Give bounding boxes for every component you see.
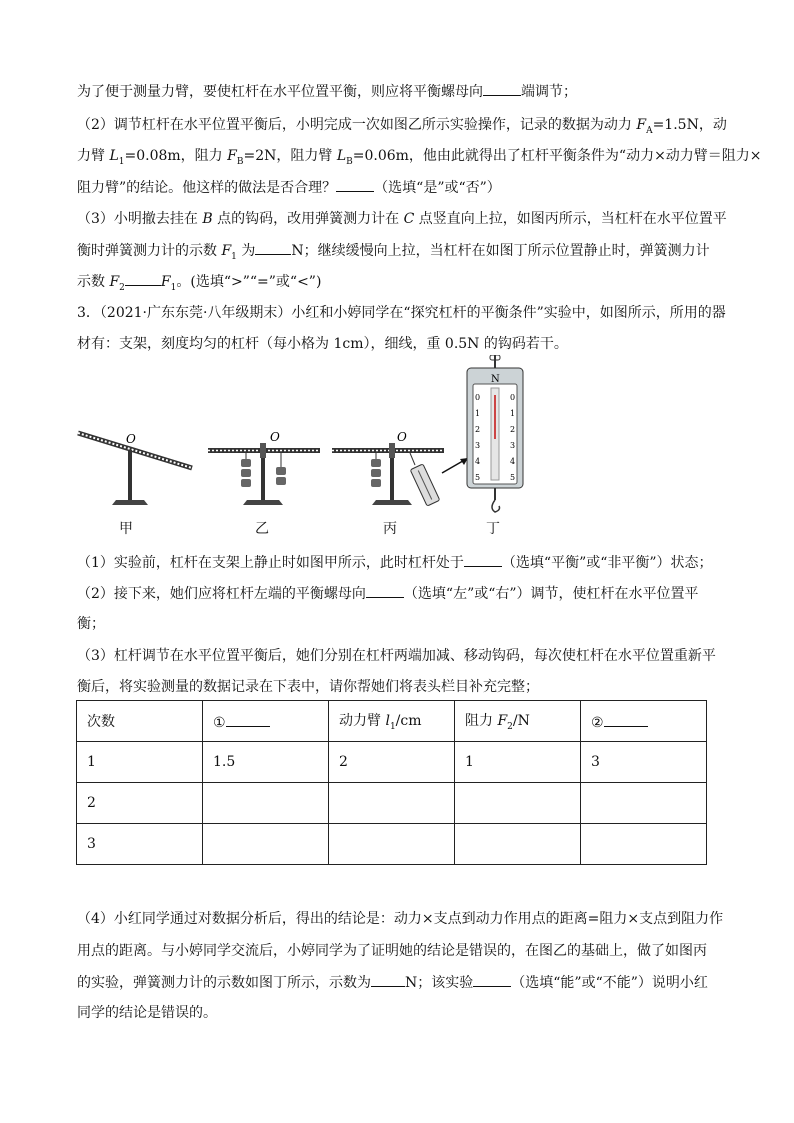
scale-tick: 0 — [510, 393, 516, 402]
table-cell: 3 — [77, 824, 203, 865]
text-line: （2）调节杠杆在水平位置平衡后，小明完成一次如图乙所示实验操作，记录的数据为动力 $F_A=1.5N$，动 — [77, 117, 727, 136]
text-line: 的实验，弹簧测力计的示数如图丁所示，示数为 N；该实验 （选填“能”或“不能”）说明小红 — [77, 972, 708, 993]
table-cell[interactable] — [455, 783, 581, 824]
scale-tick: 4 — [475, 457, 481, 466]
answer-blank[interactable] — [604, 712, 648, 727]
data-table — [76, 700, 707, 865]
table-cell: 2 — [77, 783, 203, 824]
header-cell: ② — [581, 701, 707, 742]
question-3-stem: 材有：支架，刻度均匀的杠杆（每小格为 1cm），细线，重 0.5N 的钩码若干。 — [77, 336, 568, 352]
figure-label-yi: 乙 — [255, 521, 269, 537]
table-cell: 1 — [455, 742, 581, 783]
scale-tick: 1 — [510, 409, 516, 418]
table-cell: 1.5 — [203, 742, 329, 783]
table-cell[interactable] — [329, 824, 455, 865]
text-line: 力臂 $L_1=0.08m$，阻力 $F_B=2N$，阻力臂 $L_B=0.06m$，他由此就得出了杠杆平衡条件为“动力×动力臂＝阻力× — [77, 148, 762, 167]
table-row — [77, 824, 707, 865]
header-cell: 次数 — [77, 701, 203, 742]
scale-tick: 3 — [510, 441, 516, 450]
table-cell[interactable] — [581, 824, 707, 865]
figure-jia — [78, 432, 192, 505]
sub-question-2: （2）接下来，她们应将杠杆左端的平衡螺母向 （选填“左”或“右”）调节，使杠杆在水平位置平 — [77, 583, 699, 604]
lever-figure — [70, 355, 530, 515]
text-line: 同学的结论是错误的。 — [77, 1005, 217, 1021]
scale-tick: 2 — [475, 425, 481, 434]
scale-tick: 5 — [510, 473, 516, 482]
table-cell[interactable] — [455, 824, 581, 865]
header-cell: 阻力 $F_2/N$ — [455, 701, 581, 742]
pivot-label: O — [126, 432, 136, 446]
text-line: 示数 $F_2$ $F_1$。(选填“>”“=”或“<”) — [77, 271, 321, 298]
figure-bing — [332, 430, 468, 506]
scale-tick: 3 — [475, 441, 481, 450]
sub-question-1: （1）实验前，杠杆在支架上静止时如图甲所示，此时杠杆处于 （选填“平衡”或“非平衡”）状态； — [77, 552, 713, 573]
pivot-label: O — [270, 430, 280, 444]
figure-label-ding: 丁 — [486, 521, 500, 537]
sub-question-3: （3）杠杆调节在水平位置平衡后，她们分别在杠杆两端加减、移动钩码，每次使杠杆在水平位置重新平 — [77, 648, 716, 664]
text-line: 衡时弹簧测力计的示数 $F_1$ 为 N；继续缓慢向上拉，当杠杆在如图丁所示位置静止时，弹簧测力计 — [77, 240, 710, 267]
table-header-row — [77, 701, 707, 742]
table-cell: 2 — [329, 742, 455, 783]
figure-yi — [208, 430, 320, 505]
scale-tick: 4 — [510, 457, 516, 466]
header-cell: 动力臂 $l_1/cm$ — [329, 701, 455, 742]
text-line: 衡； — [77, 616, 105, 632]
table-cell[interactable] — [581, 783, 707, 824]
answer-blank[interactable] — [464, 552, 502, 567]
text-line: 阻力臂”的结论。他这样的做法是否合理？ （选填“是”或“否”） — [77, 177, 501, 198]
table-row — [77, 742, 707, 783]
figure-label-jia: 甲 — [119, 521, 133, 537]
sub-question-4: （4）小红同学通过对数据分析后，得出的结论是：动力×支点到动力作用点的距离=阻力×支点到阻力作 — [77, 911, 724, 927]
text-line: 衡后，将实验测量的数据记录在下表中，请你帮她们将表头栏目补充完整； — [77, 679, 539, 695]
scale-tick: 0 — [475, 393, 481, 402]
question-3-stem: 3．（2021·广东东莞·八年级期末）小红和小婷同学在“探究杠杆的平衡条件”实验中，如图所示，所用的器 — [77, 305, 726, 321]
scale-tick: 1 — [475, 409, 481, 418]
table-cell[interactable] — [329, 783, 455, 824]
text-line: （3）小明撤去挂在 B 点的钩码，改用弹簧测力计在 C 点竖直向上拉，如图丙所示，当杠杆在水平位置平 — [77, 211, 727, 227]
answer-blank[interactable] — [366, 583, 404, 598]
answer-blank[interactable] — [483, 81, 521, 96]
scale-unit: N — [491, 374, 500, 385]
answer-blank[interactable] — [125, 271, 161, 286]
table-cell: 3 — [581, 742, 707, 783]
figure-ding — [467, 355, 523, 512]
text-line: 用点的距离。与小婷同学交流后，小婷同学为了证明她的结论是错误的，在图乙的基础上，做了如图丙 — [77, 943, 707, 959]
answer-blank[interactable] — [371, 972, 405, 987]
header-cell: ① — [203, 701, 329, 742]
answer-blank[interactable] — [255, 240, 291, 255]
pivot-label: O — [397, 430, 407, 444]
text-line: 为了便于测量力臂，要使杠杆在水平位置平衡，则应将平衡螺母向 端调节； — [77, 81, 577, 102]
table-cell[interactable] — [203, 783, 329, 824]
table-cell: 1 — [77, 742, 203, 783]
table-cell[interactable] — [203, 824, 329, 865]
scale-tick: 5 — [475, 473, 481, 482]
answer-blank[interactable] — [473, 972, 511, 987]
table-row — [77, 783, 707, 824]
answer-blank[interactable] — [336, 177, 374, 192]
scale-tick: 2 — [510, 425, 516, 434]
answer-blank[interactable] — [226, 712, 270, 727]
figure-label-bing: 丙 — [383, 521, 397, 537]
